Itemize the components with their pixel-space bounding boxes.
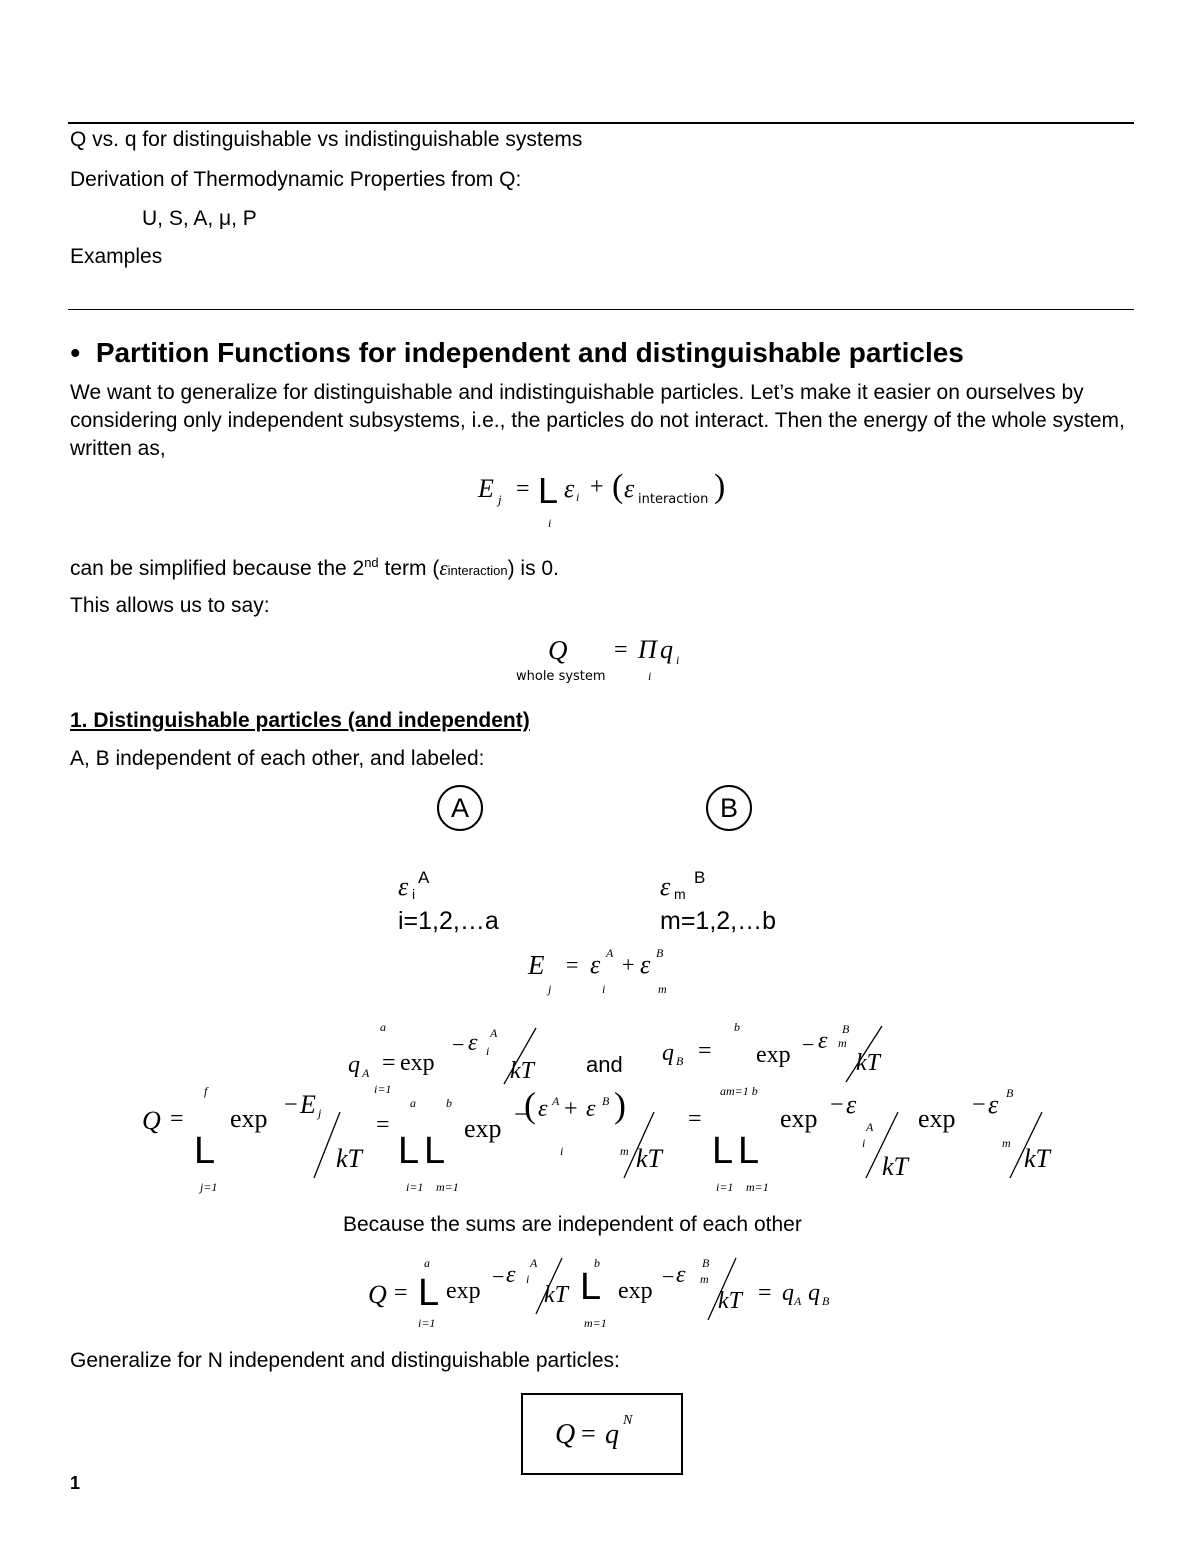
epsilon-subscript: i (576, 490, 580, 504)
product-index: i (648, 669, 652, 683)
because-line: Because the sums are independent of each other (343, 1213, 802, 1236)
Q-expansion-formula: Q = f L j=1 exp − E j kT = a b L L i=1 m=1 exp − ( ε A i + ε B ) m kT = am=1 b L L i=1 m=1 exp − ε A i kT exp − ε B m kT (142, 1084, 1050, 1194)
energy-symbol: E (478, 474, 494, 503)
simplified-line: can be simplified because the 2nd term (εinteraction) is 0. (70, 555, 559, 580)
interaction-subscript: interaction (638, 492, 709, 507)
intro-paragraph: We want to generalize for distinguishable and indistinguishable particles. Let’s make it easier on ourselves by considering only independent subsystems, i.e., the particles do not interact. Then the energy of the whole system, written as, (70, 381, 1125, 460)
range-a: i=1,2,…a (398, 907, 499, 935)
page-number: 1 (70, 1473, 81, 1493)
and-text: and (586, 1052, 623, 1077)
range-b: m=1,2,…b (660, 907, 777, 935)
result-formula: Q = q N (555, 1413, 633, 1450)
summary-line-1: Q vs. q for distinguishable vs indistinguishable systems (70, 128, 583, 151)
equals-sign-2: = (614, 637, 628, 663)
qB-formula: q B = b exp − ε B m kT (662, 1020, 902, 1100)
qA-formula: a q A = exp − ε A i kT i=1 (348, 1020, 568, 1100)
top-rule (68, 122, 1134, 124)
sum-symbol: L (538, 470, 559, 511)
section-heading-text: Partition Functions for independent and distinguishable particles (95, 337, 964, 368)
circle-a: A (437, 785, 483, 831)
equals-sign: = (516, 476, 530, 502)
sum-index: i (548, 516, 552, 530)
q-subscript: i (676, 653, 680, 667)
result-box (521, 1393, 683, 1475)
bullet-icon: • (70, 337, 80, 368)
eps-a-label: ε i A (398, 868, 430, 902)
generalize-line: Generalize for N independent and distinguishable particles: (70, 1349, 620, 1372)
energy-pair-formula: E j = ε A i + ε B m (528, 946, 667, 996)
summary-line-2: Derivation of Thermodynamic Properties from Q: (70, 168, 522, 191)
circle-b: B (706, 785, 752, 831)
open-paren: ( (612, 468, 624, 505)
section-heading (70, 337, 964, 369)
allows-line: This allows us to say: (70, 594, 270, 617)
whole-system-subscript: whole system (516, 669, 606, 684)
summary-line-4: Examples (70, 245, 163, 268)
Q-product-formula: Q = a L i=1 exp − ε A i kT b L m=1 exp − ε B m kT = q A q B (368, 1256, 830, 1330)
summary-line-3: U, S, A, μ, P (142, 207, 257, 230)
subsection-heading: 1. Distinguishable particles (and independent) (70, 709, 530, 732)
eps-b-label: ε m B (660, 868, 706, 902)
plus-sign: + (590, 474, 604, 500)
energy-sum-formula (478, 470, 758, 540)
subsection-desc: A, B independent of each other, and labeled: (70, 747, 485, 770)
product-symbol: Π (638, 635, 657, 664)
q-symbol: q (660, 635, 673, 664)
energy-subscript: j (498, 492, 502, 507)
section-rule (68, 309, 1134, 310)
product-formula (512, 635, 712, 695)
epsilon-interaction: ε (624, 474, 635, 503)
Q-symbol: Q (548, 635, 568, 665)
epsilon-symbol: ε (564, 474, 575, 503)
close-paren: ) (714, 468, 726, 505)
